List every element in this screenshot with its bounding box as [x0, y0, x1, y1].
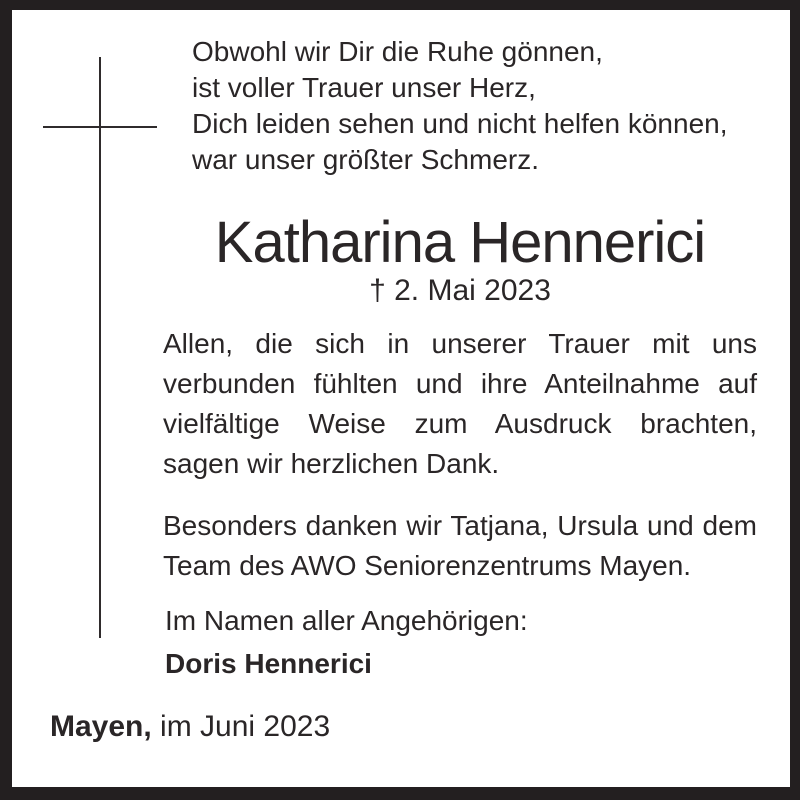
- thanks-line: sagen wir herzlichen Dank.: [163, 448, 500, 479]
- death-date: † 2. Mai 2023: [369, 274, 551, 307]
- place-name: Mayen,: [50, 710, 152, 743]
- cross-vertical-bar: [99, 57, 101, 638]
- deceased-header: [160, 210, 760, 308]
- thanks-line: verbunden fühlten und ihre Anteilnahme auf: [163, 368, 757, 399]
- special-thanks-paragraph: [163, 506, 757, 586]
- deceased-name: Katharina Hennerici: [214, 210, 706, 275]
- place-date-line: [50, 709, 330, 745]
- verse-line: Dich leiden sehen und nicht helfen können,: [192, 108, 728, 139]
- thanks-line: Allen, die sich in unserer Trauer mit uns: [163, 328, 757, 359]
- verse-line: war unser größter Schmerz.: [192, 144, 539, 175]
- thanks-line: vielfältige Weise zum Ausdruck brachten,: [163, 408, 757, 439]
- special-thanks-line: Besonders danken wir Tatjana, Ursula und dem: [163, 510, 757, 541]
- special-thanks-line: Team des AWO Seniorenzentrums Mayen.: [163, 550, 692, 581]
- closing-line: Im Namen aller Angehörigen:: [165, 605, 528, 636]
- verse-line: Obwohl wir Dir die Ruhe gönnen,: [192, 36, 603, 67]
- signature-name: Doris Hennerici: [165, 648, 372, 679]
- thanks-paragraph: [163, 324, 757, 484]
- verse-line: ist voller Trauer unser Herz,: [192, 72, 536, 103]
- cross-horizontal-bar: [43, 126, 157, 128]
- mourning-verse: [192, 34, 772, 178]
- notice-date: im Juni 2023: [151, 710, 331, 743]
